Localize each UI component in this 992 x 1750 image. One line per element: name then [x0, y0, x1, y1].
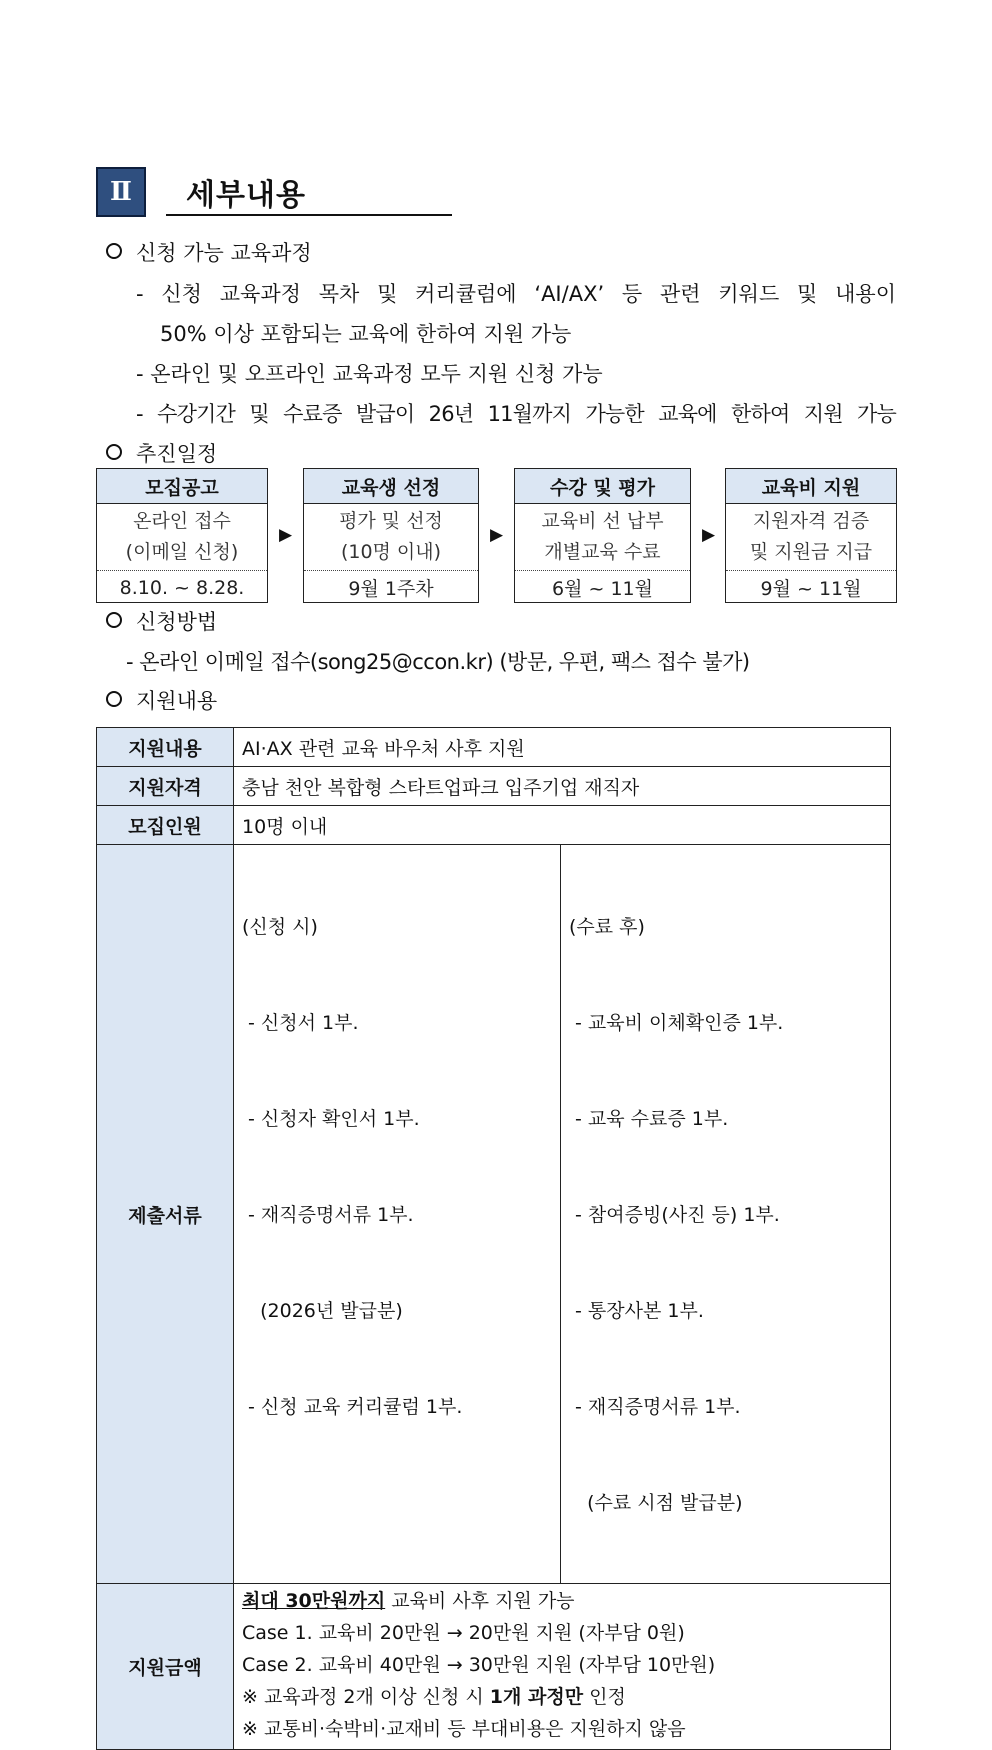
schedule-step-head: 수강 및 평가 [515, 469, 690, 504]
schedule-step-head: 교육생 선정 [304, 469, 478, 504]
section-title-underline [166, 214, 452, 216]
amount-max: 최대 30만원까지 교육비 사후 지원 가능 [242, 1590, 575, 1612]
section-title: 세부내용 [186, 178, 306, 213]
row-value: 충남 천안 복합형 스타트업파크 입주기업 재직자 [234, 767, 891, 806]
schedule-step-body: 평가 및 선정 [339, 510, 443, 532]
table-row [97, 767, 891, 806]
doc-item: - 재직증명서류 1부. [569, 1396, 741, 1418]
table-row [97, 806, 891, 845]
schedule-step-body: 온라인 접수 [133, 510, 231, 532]
row-label: 지원내용 [97, 728, 234, 767]
schedule-step-body: (10명 이내) [340, 541, 442, 563]
schedule-step-date: 9월 1주차 [304, 570, 478, 604]
courses-line-1b: 50% 이상 포함되는 교육에 한하여 지원 가능 [160, 322, 572, 346]
doc-item: - 신청자 확인서 1부. [242, 1108, 420, 1130]
heading-support: 지원내용 [106, 685, 217, 715]
doc-item: - 교육 수료증 1부. [569, 1108, 729, 1130]
table-row [97, 1584, 891, 1750]
doc-item: - 통장사본 1부. [569, 1300, 704, 1322]
doc-item: - 신청 교육 커리큘럼 1부. [242, 1396, 463, 1418]
circle-bullet-icon [106, 691, 122, 707]
doc-item: - 재직증명서류 1부. [242, 1204, 414, 1226]
heading-courses: 신청 가능 교육과정 [106, 237, 312, 267]
flow-arrow-icon: ▶ [702, 525, 716, 545]
table-row [97, 728, 891, 767]
amount-note-2: ※ 교통비·숙박비·교재비 등 부대비용은 지원하지 않음 [242, 1718, 686, 1740]
section-number-badge: Ⅱ [96, 167, 146, 217]
flow-arrow-icon: ▶ [490, 525, 504, 545]
schedule-step-body: 및 지원금 지급 [749, 541, 873, 563]
doc-item: - 참여증빙(사진 등) 1부. [569, 1204, 780, 1226]
amount-case-1: Case 1. 교육비 20만원 → 20만원 지원 (자부담 0원) [242, 1622, 685, 1644]
row-label: 지원자격 [97, 767, 234, 806]
documents-on-apply [234, 845, 561, 1584]
amount-case-2: Case 2. 교육비 40만원 → 30만원 지원 (자부담 10만원) [242, 1654, 716, 1676]
schedule-step-body: 개별교육 수료 [544, 541, 661, 563]
schedule-step-body: (이메일 신청) [125, 541, 239, 563]
table-row [97, 845, 891, 1584]
support-amount-cell [234, 1584, 891, 1750]
circle-bullet-icon [106, 612, 122, 628]
doc-item: - 신청서 1부. [242, 1012, 359, 1034]
doc-item: (수료 시점 발급분) [569, 1492, 743, 1514]
schedule-step-head: 모집공고 [97, 469, 267, 504]
method-line: - 온라인 이메일 접수(song25@ccon.kr) (방문, 우편, 팩스 접수 불가) [126, 650, 750, 674]
amount-note-1: ※ 교육과정 2개 이상 신청 시 1개 과정만 인정 [242, 1686, 626, 1708]
row-label: 지원금액 [97, 1584, 234, 1750]
heading-method: 신청방법 [106, 606, 217, 636]
circle-bullet-icon [106, 444, 122, 460]
schedule-step-1 [96, 468, 268, 603]
row-value: AI·AX 관련 교육 바우처 사후 지원 [234, 728, 891, 767]
schedule-step-4 [725, 468, 897, 603]
schedule-step-date: 6월 ~ 11월 [515, 570, 690, 604]
courses-line-3: - 수강기간 및 수료증 발급이 26년 11월까지 가능한 교육에 한하여 지원 가능 [136, 402, 896, 426]
courses-line-1: - 신청 교육과정 목차 및 커리큘럼에 ‘AI/AX’ 등 관련 키워드 및 내용이 [136, 282, 896, 306]
doc-item: (신청 시) [242, 916, 318, 938]
schedule-step-date: 8.10. ~ 8.28. [97, 570, 267, 604]
heading-schedule: 추진일정 [106, 438, 217, 468]
doc-item: - 교육비 이체확인증 1부. [569, 1012, 784, 1034]
schedule-step-body: 교육비 선 납부 [541, 510, 664, 532]
schedule-step-date: 9월 ~ 11월 [726, 570, 896, 604]
doc-item: (2026년 발급분) [242, 1300, 403, 1322]
support-table [96, 727, 891, 1750]
schedule-step-2 [303, 468, 479, 603]
row-label: 제출서류 [97, 845, 234, 1584]
row-label: 모집인원 [97, 806, 234, 845]
flow-arrow-icon: ▶ [279, 525, 293, 545]
schedule-step-3 [514, 468, 691, 603]
schedule-step-head: 교육비 지원 [726, 469, 896, 504]
courses-line-2: - 온라인 및 오프라인 교육과정 모두 지원 신청 가능 [136, 362, 603, 386]
documents-after-completion [561, 845, 891, 1584]
amount-max-bold: 최대 30만원까지 [242, 1590, 386, 1612]
doc-item: (수료 후) [569, 916, 645, 938]
schedule-step-body: 지원자격 검증 [752, 510, 870, 532]
row-value: 10명 이내 [234, 806, 891, 845]
circle-bullet-icon [106, 243, 122, 259]
